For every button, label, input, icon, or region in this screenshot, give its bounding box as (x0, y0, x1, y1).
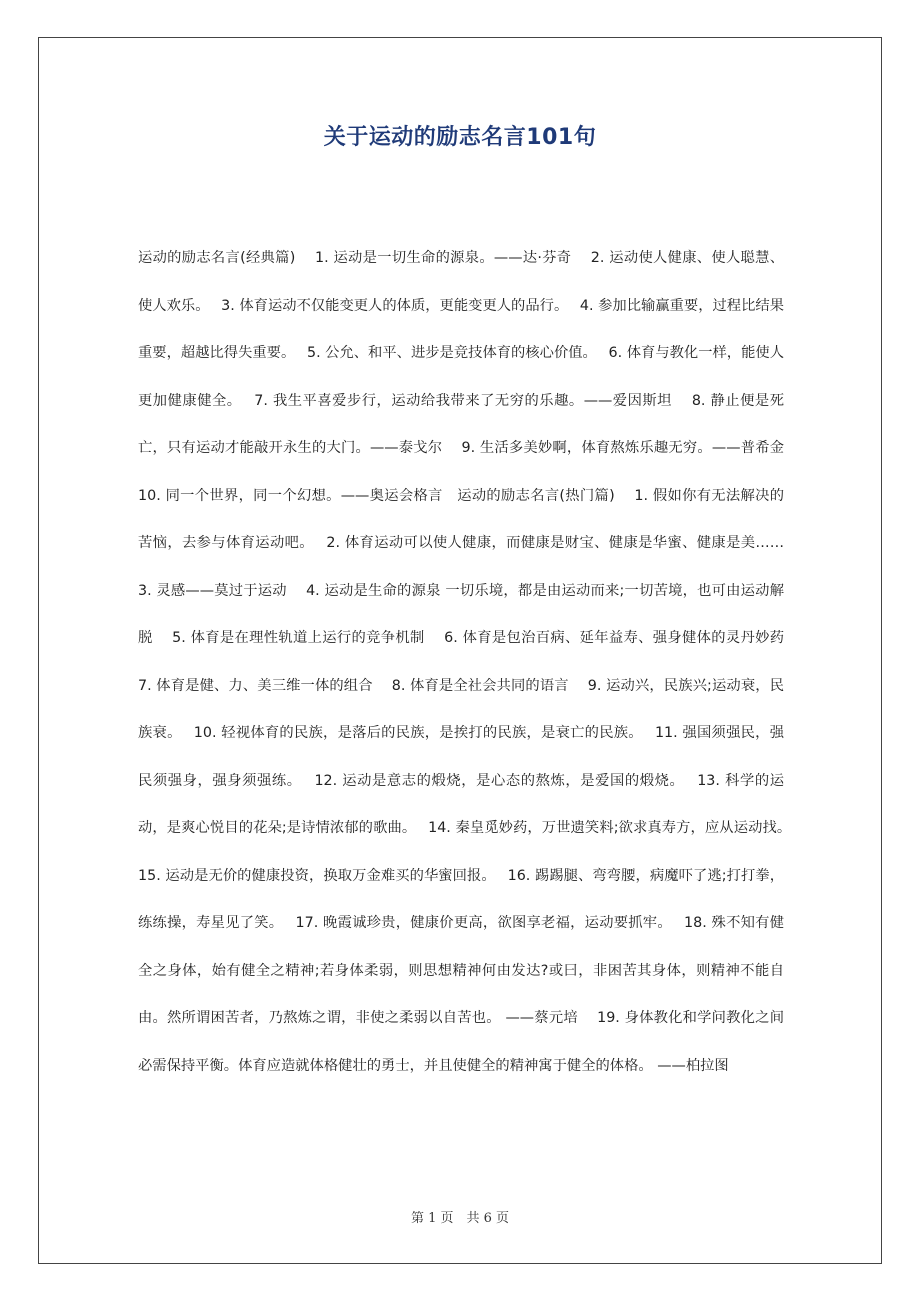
page-number-footer: 第 1 页 共 6 页 (410, 1211, 510, 1226)
document-body-text: 运动的励志名言(经典篇) 1. 运动是一切生命的源泉。——达·芬奇 2. 运动使人健康、使人聪慧、使人欢乐。 3. 体育运动不仅能变更人的体质，更能变更人的品行。 4. 参加比输赢重要，过程比结果重要，超越比得失重要。 5. 公允、和平、进步是竞技体育的核心价值。 6. 体育与教化一样，能使人更加健康健全。 7. 我生平喜爱步行，运动给我带来了无穷的乐趣。——爱因斯坦 8. 静止便是死亡，只有运动才能敲开永生的大门。——泰戈尔 9. 生活多美妙啊，体育熬炼乐趣无穷。——普希金 10. 同一个世界，同一个幻想。——奥运会格言 运动的励志名言(热门篇) 1. 假如你有无法解决的苦恼，去参与体育运动吧。 2. 体育运动可以使人健康，而健康是财宝、健康是华蜜、健康是美…… 3. 灵感——莫过于运动 4. 运动是生命的源泉 一切乐境，都是由运动而来;一切苦境，也可由运动解脱 5. 体育是在理性轨道上运行的竞争机制 6. 体育是包治百病、延年益寿、强身健体的灵丹妙药 7. 体育是健、力、美三维一体的组合 8. 体育是全社会共同的语言 9. 运动兴，民族兴;运动衰，民族衰。 10. 轻视体育的民族，是落后的民族，是挨打的民族，是衰亡的民族。 11. 强国须强民，强民须强身，强身须强练。 12. 运动是意志的煅烧，是心态的熬炼，是爱国的煅烧。 13. 科学的运动，是爽心悦目的花朵;是诗情浓郁的歌曲。 14. 秦皇觅妙药，万世遗笑料;欲求真寿方，应从运动找。 15. 运动是无价的健康投资，换取万金难买的华蜜回报。 16. 踢踢腿、弯弯腰，病魔吓了逃;打打拳，练练操，寿星见了笑。 17. 晚霞诚珍贵，健康价更高，欲图享老福，运动要抓牢。 18. 殊不知有健全之身体，始有健全之精神;若身体柔弱，则思想精神何由发达?或曰，非困苦其身体，则精神不能自由。然所谓困苦者，乃熬炼之谓，非使之柔弱以自苦也。 ——蔡元培 19. 身体教化和学问教化之间必需保持平衡。体育应造就体格健壮的勇士，并且使健全的精神寓于健全的体格。 ——柏拉图 (138, 250, 803, 1074)
document-title: 关于运动的励志名言101句 (323, 125, 597, 150)
